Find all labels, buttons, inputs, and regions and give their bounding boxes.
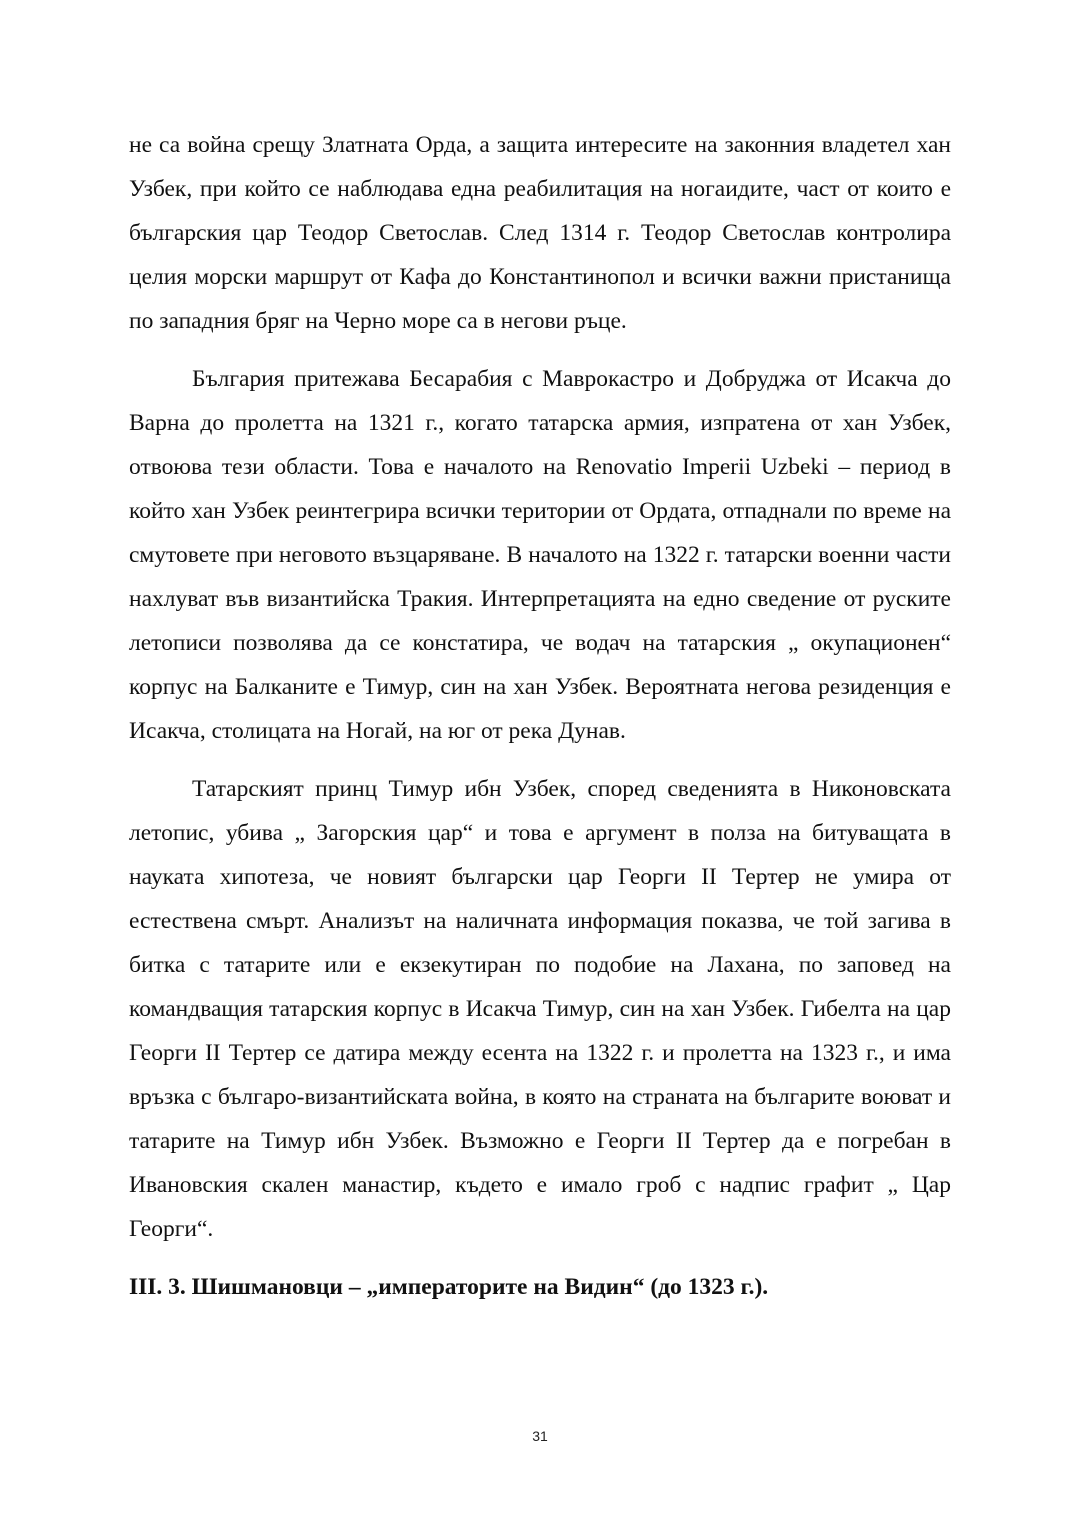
section-heading: III. 3. Шишмановци – „императорите на Видин“ (до 1323 г.). <box>129 1274 769 1300</box>
paragraph-1: не са война срещу Златната Орда, а защита интересите на законния владетел хан Узбек, при който се наблюдава една реабилитация на ногаидите, част от които е българския цар Теодор Светослав. След 1314 г. Теодор Светослав контролира целия морски маршрут от Кафа до Константинопол и всички важни пристанища по западния бряг на Черно море са в негови ръце. <box>129 132 951 334</box>
paragraph-3: Татарският принц Тимур ибн Узбек, според сведенията в Никоновската летопис, убива „ Загорския цар“ и това е аргумент в полза на битуващата в науката хипотеза, че новият български цар Георги II Тертер не умира от естествена смърт. Анализът на наличната информация показва, че той загива в битка с татарите или е екзекутиран по подобие на Лахана, по заповед на командващия татарския корпус в Исакча Тимур, син на хан Узбек. Гибелта на цар Георги II Тертер се датира между есента на 1322 г. и пролетта на 1323 г., и има връзка с българо-византийската война, в която на страната на българите воюват и татарите на Тимур ибн Узбек. Възможно е Георги II Тертер да е погребан в Ивановския скален манастир, където е имало гроб с надпис графит „ Цар Георги“. <box>129 776 951 1242</box>
page-body <box>129 123 951 1309</box>
paragraph-2: България притежава Бесарабия с Маврокастро и Добруджа от Исакча до Варна до пролетта на 1321 г., когато татарска армия, изпратена от хан Узбек, отвоюва тези области. Това е началото на Renovatio Imperii Uzbeki – период в който хан Узбек реинтегрира всички територии от Ордата, отпаднали по време на смутовете при неговото възцаряване. В началото на 1322 г. татарски военни части нахлуват във византийска Тракия. Интерпретацията на едно сведение от руските летописи позволява да се констатира, че водач на татарския „ окупационен“ корпус на Балканите е Тимур, син на хан Узбек. Вероятната негова резиденция е Исакча, столицата на Ногай, на юг от река Дунав. <box>129 366 951 744</box>
page-number: 31 <box>532 1428 548 1444</box>
